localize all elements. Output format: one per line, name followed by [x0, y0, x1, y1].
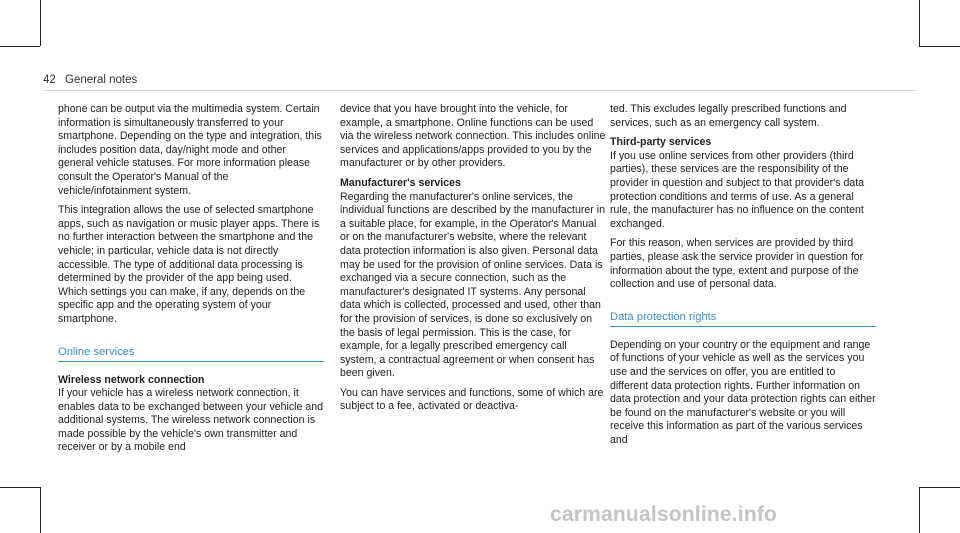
paragraph: If you use online services from other providers (third parties), these services are the responsibility of the provider in question and subject to that provider's data protection conditions and terms of use. As a general rule, the manufacturer has no influence on the content exchanged. — [610, 149, 865, 230]
heading-wireless-network: Wireless network connection — [58, 373, 205, 386]
crop-mark — [0, 487, 40, 488]
paragraph: phone can be output via the multimedia system. Certain information is simultaneously transferred to your smartphone. Depending on the type and integration, this includes position data, day/night mode and other general vehicle statuses. For more information please consult the Operator's Manual of the vehicle/infotainment system. — [58, 103, 322, 197]
section-title-online-services: Online services — [58, 345, 324, 362]
paragraph: ted. This excludes legally prescribed functions and services, such as an emergency call system. — [610, 103, 847, 129]
page-header — [43, 74, 137, 86]
crop-mark — [40, 0, 41, 46]
paragraph: Regarding the manufacturer's online services, the individual functions are described by the manufacturer in a suitable place, for example, in the Operator's Manual or on the manufacturer's website, where the relevant data protection information is also given. Personal data may be used for the provision of online services. Data is exchanged via a secure connection, such as the manufacturer's designated IT systems. Any personal data which is collected, processed and used, other than for the provision of services, is done so exclusively on the basis of legal permission. This is the case, for example, for a legally prescribed emergency call system, a contractual agreement or when consent has been given. — [340, 190, 605, 380]
column-3 — [610, 103, 876, 453]
page-number: 42 — [43, 74, 56, 86]
section-name: General notes — [65, 74, 138, 86]
crop-mark — [0, 46, 40, 47]
paragraph: You can have services and functions, some of which are subject to a fee, activated or deactiva- — [340, 386, 604, 413]
heading-third-party-services: Third-party services — [610, 136, 712, 149]
column-2 — [340, 103, 606, 420]
heading-manufacturer-services: Manufacturer's services — [340, 176, 461, 189]
crop-mark — [919, 46, 960, 47]
crop-mark — [919, 487, 960, 488]
crop-mark — [919, 0, 920, 46]
header-divider — [43, 90, 917, 91]
crop-mark — [40, 487, 41, 533]
column-1 — [58, 103, 324, 461]
paragraph: device that you have brought into the vehicle, for example, a smartphone. Online functions can be used via the wireless network connection. This includes online services and applications/apps provided to you by the manufacturer or by other providers. — [340, 103, 606, 170]
paragraph: For this reason, when services are provided by third parties, please ask the service provider in question for information about the type, extent and purpose of the collection and use of personal data. — [610, 237, 864, 291]
crop-mark — [919, 487, 920, 533]
paragraph: Depending on your country or the equipment and range of functions of your vehicle as well as the services you use and the services on offer, you are entitled to different data protection rights. Further information on data protection and your data protection rights can either be found on the manufacturer's website or you will receive this information as part of the various services and — [610, 338, 876, 446]
paragraph: This integration allows the use of selected smartphone apps, such as navigation or music player apps. There is no further interaction between the smartphone and the vehicle; in particular, vehicle data is not directly accessible. The type of additional data processing is determined by the provider of the app being used. Which settings you can make, if any, depends on the specific app and the operating system of your smartphone. — [58, 204, 320, 325]
watermark: carmanualsonline.info — [550, 503, 778, 526]
paragraph: If your vehicle has a wireless network connection, it enables data to be exchanged between your vehicle and additional systems. The wireless network connection is made possible by the vehicle's own transmitter and receiver or by a mobile end — [58, 387, 324, 454]
section-title-data-protection: Data protection rights — [610, 310, 876, 327]
